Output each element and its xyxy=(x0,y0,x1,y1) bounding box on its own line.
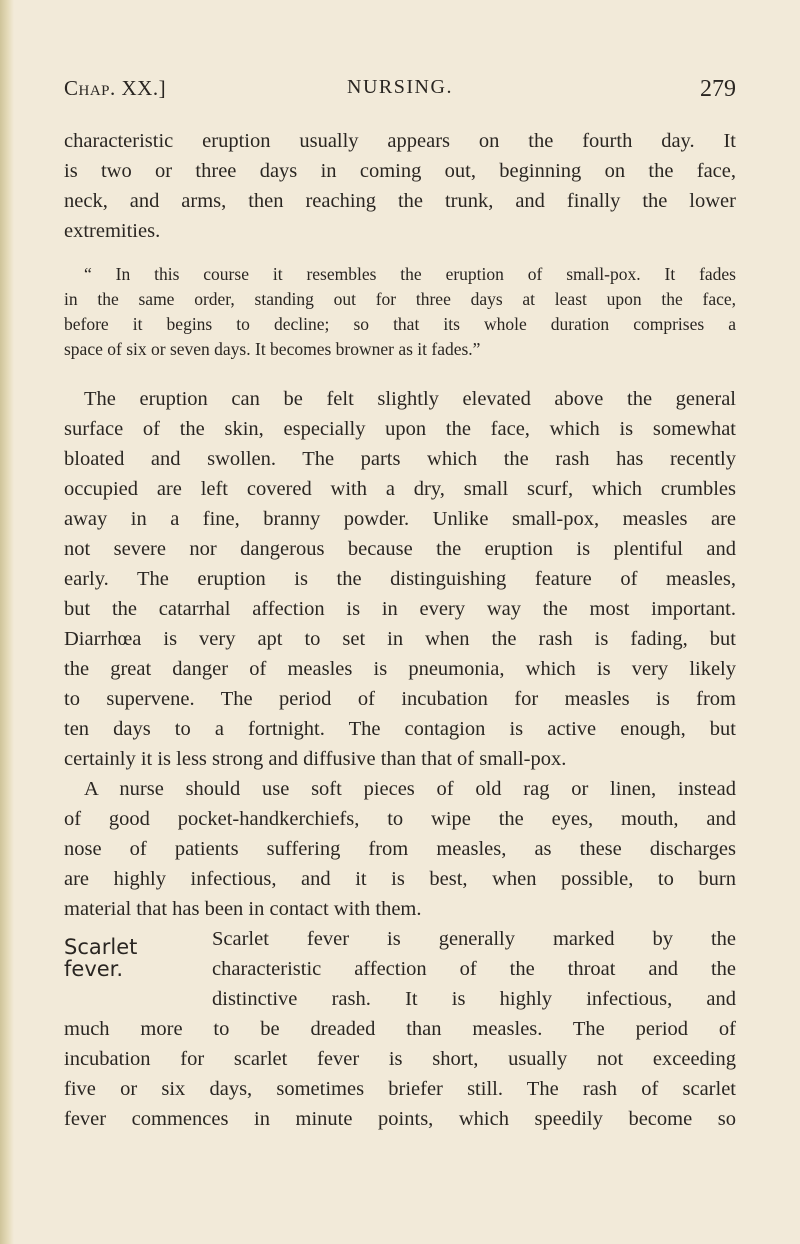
chapter-label: Chap. XX.] xyxy=(64,76,167,100)
text-line: in the same order, standing out for three days at least upon the face, xyxy=(64,289,736,309)
text-line: before it begins to decline; so that its whole duration comprises a xyxy=(64,314,736,334)
running-title: NURSING. xyxy=(347,76,453,98)
text-line: fever commences in minute points, which speedily become so xyxy=(64,1108,736,1130)
text-line: material that has been in contact with them. xyxy=(64,898,422,920)
text-line: five or six days, sometimes briefer still. The rash of scarlet xyxy=(64,1078,736,1100)
text-line: is two or three days in coming out, beginning on the face, xyxy=(64,160,736,182)
text-line: incubation for scarlet fever is short, usually not exceeding xyxy=(64,1048,736,1070)
text-line: early. The eruption is the distinguishing feature of measles, xyxy=(64,568,736,590)
text-line: space of six or seven days. It becomes browner as it fades.” xyxy=(64,339,481,359)
paragraph-scarlet-fever-side xyxy=(64,924,736,1014)
text-line: but the catarrhal affection is in every way the most important. xyxy=(64,598,736,620)
text-line: neck, and arms, then reaching the trunk, and finally the lower xyxy=(64,190,736,212)
paragraph-quote xyxy=(64,262,736,362)
text-line: the great danger of measles is pneumonia, which is very likely xyxy=(64,658,736,680)
text-line: bloated and swollen. The parts which the rash has recently xyxy=(64,448,736,470)
text-line: to supervene. The period of incubation for measles is from xyxy=(64,688,736,710)
text-line: Scarlet fever is generally marked by the xyxy=(212,928,736,950)
text-line: of good pocket-handkerchiefs, to wipe the eyes, mouth, and xyxy=(64,808,736,830)
text-line: characteristic affection of the throat and the xyxy=(212,958,736,980)
text-line: ten days to a fortnight. The contagion is active enough, but xyxy=(64,718,736,740)
paragraph-nurse xyxy=(64,774,736,924)
text-line: are highly infectious, and it is best, when possible, to burn xyxy=(64,868,736,890)
text-line: occupied are left covered with a dry, small scurf, which crumbles xyxy=(64,478,736,500)
paragraph-intro xyxy=(64,126,736,246)
text-line: certainly it is less strong and diffusive than that of small-pox. xyxy=(64,748,567,770)
text-line: “ In this course it resembles the eruption of small-pox. It fades xyxy=(84,264,736,284)
text-line: extremities. xyxy=(64,220,161,242)
running-head xyxy=(64,76,736,100)
text-line: not severe nor dangerous because the eruption is plentiful and xyxy=(64,538,736,560)
page-number: 279 xyxy=(700,76,736,102)
text-line: surface of the skin, especially upon the face, which is somewhat xyxy=(64,418,736,440)
margin-note-line: Scarlet xyxy=(64,935,138,959)
text-line: characteristic eruption usually appears on the fourth day. It xyxy=(64,130,736,152)
page-binding-edge xyxy=(0,0,14,1244)
text-line: The eruption can be felt slightly elevated above the general xyxy=(84,388,736,410)
paragraph-scarlet-fever xyxy=(64,1014,736,1134)
text-line: nose of patients suffering from measles, as these discharges xyxy=(64,838,736,860)
text-line: A nurse should use soft pieces of old rag or linen, instead xyxy=(84,778,736,800)
text-line: away in a fine, branny powder. Unlike small-pox, measles are xyxy=(64,508,736,530)
margin-note-line: fever. xyxy=(64,957,124,981)
text-line: much more to be dreaded than measles. The period of xyxy=(64,1018,736,1040)
paragraph-eruption xyxy=(64,384,736,774)
text-line: Diarrhœa is very apt to set in when the rash is fading, but xyxy=(64,628,736,650)
text-line: distinctive rash. It is highly infectious, and xyxy=(212,988,736,1010)
